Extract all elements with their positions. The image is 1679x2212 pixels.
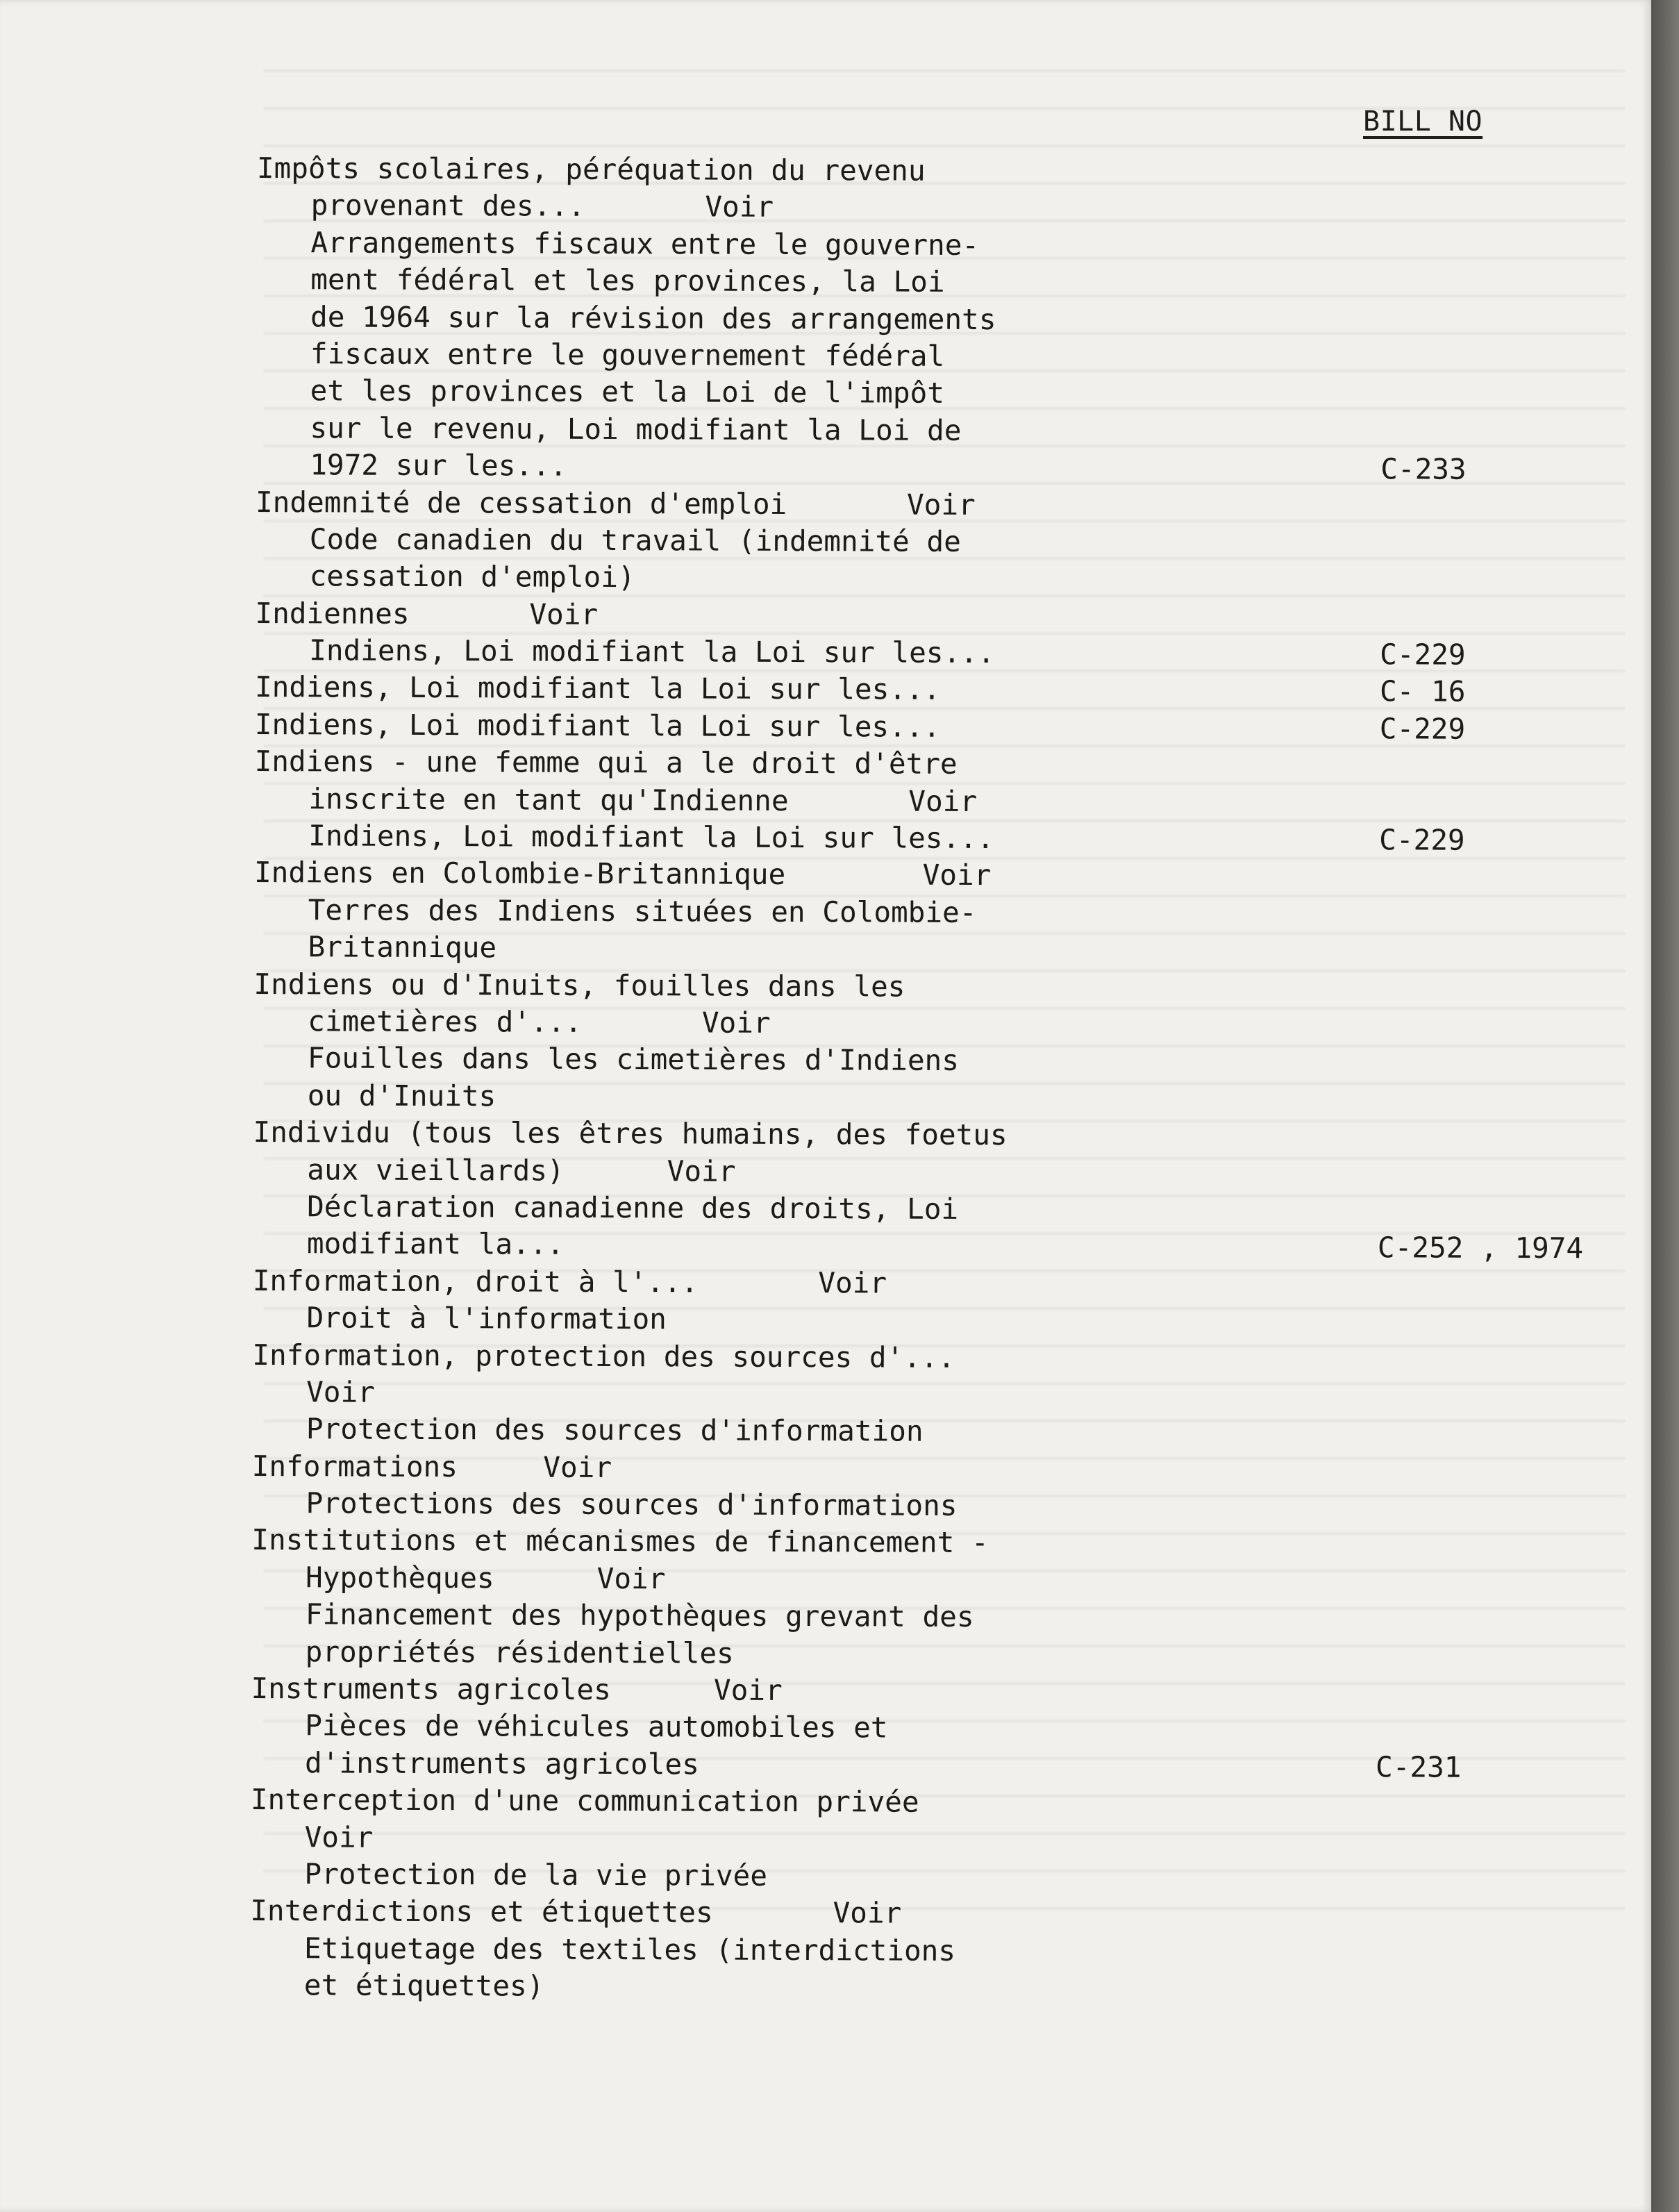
index-line bbox=[256, 224, 1645, 267]
index-line-text: Indiens en Colombie-Britannique Voir bbox=[253, 856, 992, 892]
index-line-text: Informations Voir bbox=[251, 1449, 612, 1484]
index-line bbox=[256, 261, 1645, 303]
index-line-text: Information, protection des sources d'... bbox=[252, 1338, 955, 1374]
index-line-text: modifiant la... bbox=[306, 1226, 565, 1262]
index-line-text: ou d'Inuits bbox=[307, 1079, 496, 1113]
bill-number: C-233 bbox=[1380, 452, 1467, 486]
index-line bbox=[251, 1781, 1639, 1824]
index-line bbox=[250, 1856, 1639, 1898]
index-line bbox=[250, 1967, 1639, 2009]
index-line bbox=[255, 706, 1644, 749]
index-line bbox=[251, 1485, 1640, 1527]
index-line bbox=[255, 669, 1644, 711]
index-line-text: Interdictions et étiquettes Voir bbox=[250, 1894, 902, 1930]
index-line bbox=[252, 1336, 1641, 1379]
index-line bbox=[251, 1745, 1639, 1787]
index-line bbox=[256, 372, 1645, 415]
index-line bbox=[254, 817, 1643, 860]
index-line bbox=[251, 1670, 1639, 1713]
bill-no-header: BILL NO bbox=[1363, 106, 1483, 138]
index-line bbox=[251, 1819, 1639, 1861]
index-line bbox=[255, 743, 1644, 785]
index-line-text: Indiennes Voir bbox=[255, 596, 599, 631]
index-line bbox=[252, 1411, 1641, 1453]
index-line-text: Instruments agricoles Voir bbox=[251, 1671, 783, 1707]
index-line bbox=[256, 558, 1644, 600]
index-line bbox=[257, 150, 1646, 192]
index-line-text: Déclaration canadienne des droits, Loi bbox=[307, 1190, 959, 1226]
index-line bbox=[256, 410, 1644, 452]
index-line-text: Individu (tous les êtres humains, des foetus bbox=[253, 1115, 1008, 1152]
index-line bbox=[256, 299, 1645, 341]
index-line-text: Indiens, Loi modifiant la Loi sur les... bbox=[309, 633, 995, 670]
index-line-text: Pièces de véhicules automobiles et bbox=[305, 1708, 888, 1745]
index-line-text: Voir bbox=[306, 1375, 375, 1409]
index-line-text: d'instruments agricoles bbox=[304, 1746, 699, 1781]
bill-number: C-229 bbox=[1380, 638, 1466, 672]
index-line bbox=[256, 447, 1644, 489]
index-line-text: Voir bbox=[304, 1820, 374, 1854]
index-line bbox=[251, 1559, 1640, 1602]
bill-number: C- 16 bbox=[1379, 674, 1466, 709]
index-line-text: inscrite en tant qu'Indienne Voir bbox=[308, 781, 978, 818]
index-line-text: Protection des sources d'information bbox=[306, 1412, 924, 1448]
index-line bbox=[253, 1114, 1642, 1156]
index-line bbox=[251, 1596, 1640, 1638]
index-line bbox=[252, 1299, 1641, 1342]
index-line-text: Information, droit à l'... Voir bbox=[252, 1263, 887, 1300]
index-line-text: Code canadien du travail (indemnité de bbox=[309, 522, 961, 558]
index-line-text: ment fédéral et les provinces, la Loi bbox=[310, 263, 945, 299]
page-edge bbox=[1651, 0, 1679, 2212]
index-line-text: Arrangements fiscaux entre le gouverne- bbox=[310, 226, 980, 262]
index-entries bbox=[250, 150, 1646, 2009]
index-line bbox=[253, 929, 1642, 971]
index-line bbox=[253, 1003, 1642, 1045]
index-line bbox=[251, 1633, 1640, 1676]
index-line-text: Protection de la vie privée bbox=[304, 1857, 768, 1893]
index-line-text: et étiquettes) bbox=[303, 1968, 544, 2003]
index-line bbox=[256, 484, 1644, 526]
index-line-text: 1972 sur les... bbox=[310, 448, 567, 483]
index-line-text: Droit à l'information bbox=[306, 1301, 667, 1336]
index-line bbox=[251, 1707, 1639, 1749]
bill-number: C-229 bbox=[1379, 823, 1465, 857]
index-line-text: fiscaux entre le gouvernement fédéral bbox=[310, 337, 945, 373]
index-line bbox=[256, 335, 1645, 378]
index-line bbox=[253, 1188, 1642, 1231]
index-line-text: Impôts scolaires, péréquation du revenu bbox=[256, 151, 926, 188]
index-line-text: Fouilles dans les cimetières d'Indiens bbox=[307, 1041, 960, 1078]
index-line bbox=[254, 892, 1643, 934]
index-line-text: provenant des... Voir bbox=[310, 188, 774, 224]
index-line-text: Etiquetage des textiles (interdictions bbox=[303, 1931, 956, 1968]
index-line bbox=[253, 1077, 1642, 1120]
bill-number: C-252 , 1974 bbox=[1377, 1231, 1584, 1265]
index-line bbox=[252, 1374, 1641, 1416]
bill-number: C-231 bbox=[1375, 1750, 1462, 1784]
index-line bbox=[252, 1448, 1641, 1490]
index-line-text: et les provinces et la Loi de l'impôt bbox=[310, 374, 945, 410]
index-line bbox=[254, 854, 1643, 897]
bill-number: C-229 bbox=[1379, 712, 1466, 746]
index-line bbox=[253, 1225, 1642, 1267]
index-line-text: Hypothèques Voir bbox=[306, 1561, 666, 1596]
index-line bbox=[254, 781, 1643, 823]
index-line-text: Indemnité de cessation d'emploi Voir bbox=[255, 485, 976, 522]
index-line bbox=[250, 1930, 1639, 1972]
index-line-text: Institutions et mécanismes de financement - bbox=[251, 1523, 989, 1560]
index-line-text: Indiens, Loi modifiant la Loi sur les... bbox=[254, 670, 941, 707]
index-line-text: Britannique bbox=[308, 930, 497, 965]
index-line bbox=[253, 1151, 1642, 1194]
index-line-text: Protections des sources d'informations bbox=[306, 1486, 958, 1522]
index-line-text: Financement des hypothèques grevant des bbox=[305, 1597, 974, 1634]
index-line-text: Indiens - une femme qui a le droit d'être bbox=[254, 745, 958, 781]
index-line bbox=[253, 1040, 1642, 1082]
index-line bbox=[253, 1263, 1642, 1305]
index-line-text: propriétés résidentielles bbox=[305, 1634, 734, 1670]
index-line-text: sur le revenu, Loi modifiant la Loi de bbox=[310, 411, 962, 447]
index-line-text: Indiens, Loi modifiant la Loi sur les... bbox=[254, 707, 941, 744]
index-line bbox=[251, 1522, 1640, 1564]
index-line bbox=[257, 187, 1646, 229]
index-line bbox=[255, 632, 1644, 674]
index-line-text: de 1964 sur la révision des arrangements bbox=[310, 299, 996, 336]
index-line bbox=[256, 521, 1644, 563]
index-line bbox=[253, 966, 1642, 1008]
index-line-text: aux vieillards) Voir bbox=[307, 1152, 736, 1188]
index-line-text: Interception d'une communication privée bbox=[250, 1783, 919, 1819]
index-line bbox=[250, 1893, 1639, 1935]
index-line-text: cimetières d'... Voir bbox=[308, 1004, 771, 1040]
index-line bbox=[255, 595, 1644, 638]
index-line-text: cessation d'emploi) bbox=[309, 559, 635, 594]
index-line-text: Terres des Indiens situées en Colombie- bbox=[308, 893, 977, 929]
index-line-text: Indiens ou d'Inuits, fouilles dans les bbox=[253, 967, 905, 1004]
index-line-text: Indiens, Loi modifiant la Loi sur les... bbox=[308, 819, 994, 856]
